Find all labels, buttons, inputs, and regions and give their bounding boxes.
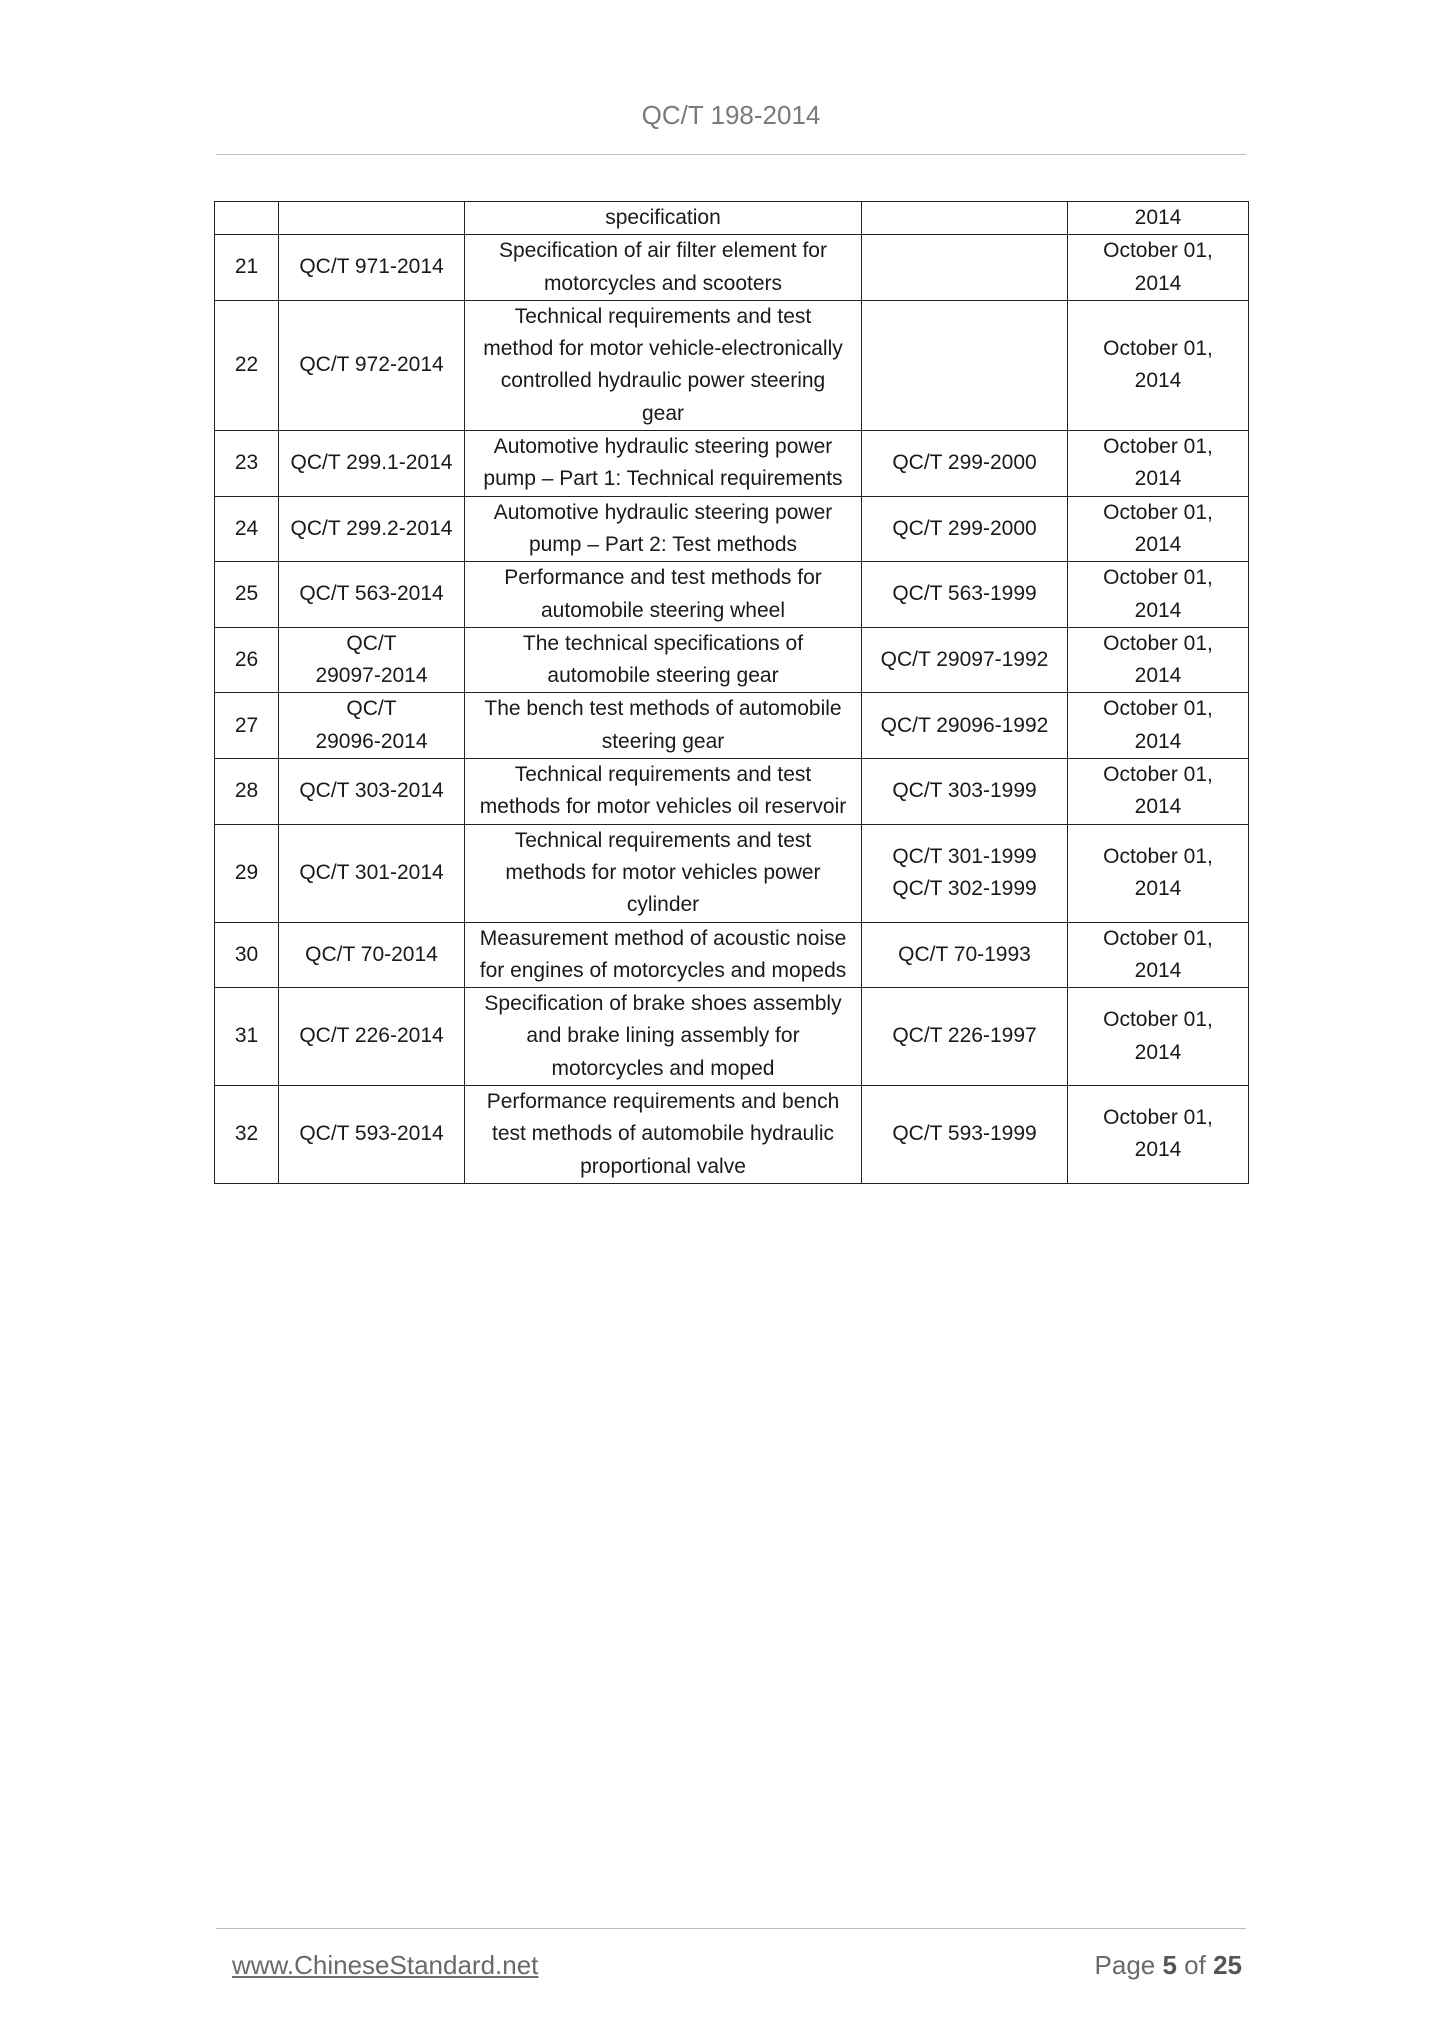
table-row — [215, 693, 1249, 759]
footer-divider — [216, 1928, 1246, 1929]
cell-replaced-standard-text: QC/T 301-1999 QC/T 302-1999 — [892, 844, 1037, 901]
cell-standard-name-text: Technical requirements and test methods for motor vehicles oil reservoir — [479, 763, 847, 819]
cell-replaced-standard — [862, 496, 1068, 562]
cell-implementation-date — [1068, 922, 1249, 988]
cell-number-text: 26 — [234, 648, 259, 671]
cell-standard-code-text: QC/T 301-2014 — [299, 860, 444, 884]
cell-number — [215, 235, 279, 301]
table-row — [215, 496, 1249, 562]
cell-standard-code-text: QC/T 303-2014 — [299, 779, 444, 803]
page-total: 25 — [1213, 1950, 1242, 1980]
cell-standard-name-text: Specification of air filter element for motorcycles and scooters — [499, 239, 827, 295]
cell-number-text: 23 — [234, 451, 259, 475]
cell-number — [215, 496, 279, 562]
cell-standard-name-text: Specification of brake shoes assembly and brake lining assembly for motorcycles and moped — [484, 992, 842, 1080]
cell-standard-code — [279, 824, 465, 922]
cell-implementation-date — [1068, 693, 1249, 759]
cell-implementation-date — [1068, 627, 1249, 693]
cell-replaced-standard-text: QC/T 563-1999 — [892, 582, 1037, 606]
table-row — [215, 824, 1249, 922]
cell-implementation-date-text: October 01, 2014 — [1103, 926, 1213, 982]
cell-standard-code — [279, 431, 465, 497]
cell-standard-name-text: The bench test methods of automobile steering gear — [484, 697, 842, 753]
cell-standard-name-text: Automotive hydraulic steering power pump – Part 2: Test methods — [493, 500, 833, 556]
cell-standard-code — [279, 496, 465, 562]
cell-replaced-standard-text: QC/T 29097-1992 — [880, 648, 1049, 671]
cell-standard-code-text: QC/T 299.1-2014 — [290, 451, 453, 475]
cell-replaced-standard-text: QC/T 226-1997 — [892, 1024, 1037, 1048]
cell-standard-name — [465, 235, 862, 301]
table-row — [215, 202, 1249, 235]
cell-number — [215, 627, 279, 693]
cell-replaced-standard — [862, 300, 1068, 430]
cell-implementation-date-text: October 01, 2014 — [1103, 763, 1213, 819]
cell-replaced-standard — [862, 431, 1068, 497]
table-row — [215, 431, 1249, 497]
cell-standard-name — [465, 300, 862, 430]
cell-implementation-date-text: 2014 — [1134, 206, 1182, 229]
cell-implementation-date-text: October 01, 2014 — [1103, 239, 1213, 295]
cell-standard-code-text: QC/T 299.2-2014 — [290, 516, 453, 540]
cell-standard-code — [279, 1086, 465, 1184]
page-header-title: QC/T 198-2014 — [641, 100, 821, 130]
cell-standard-code — [279, 693, 465, 759]
cell-replaced-standard-text: QC/T 299-2000 — [892, 451, 1037, 475]
cell-standard-name-text: Automotive hydraulic steering power pump – Part 1: Technical requirements — [483, 435, 843, 491]
cell-standard-code — [279, 922, 465, 988]
cell-standard-name-text: The technical specifications of automobile steering gear — [522, 631, 804, 688]
cell-implementation-date — [1068, 300, 1249, 430]
cell-standard-code-text: QC/T 29096-2014 — [315, 697, 428, 753]
cell-number — [215, 988, 279, 1086]
website-link[interactable]: www.ChineseStandard.net — [232, 1950, 539, 1980]
cell-standard-name — [465, 431, 862, 497]
header-divider — [216, 154, 1246, 155]
cell-standard-name-text: Performance and test methods for automobile steering wheel — [504, 566, 822, 622]
page-number — [1095, 1950, 1242, 1981]
cell-number-text: 22 — [234, 353, 259, 377]
cell-replaced-standard-text: QC/T 29096-1992 — [880, 713, 1049, 737]
cell-replaced-standard — [862, 988, 1068, 1086]
cell-implementation-date — [1068, 562, 1249, 628]
cell-implementation-date-text: October 01, 2014 — [1103, 631, 1213, 688]
cell-replaced-standard-text: QC/T 299-2000 — [892, 516, 1037, 540]
cell-standard-name-text: Technical requirements and test method for motor vehicle-electronically controlled hydraulic power steering gear — [483, 304, 843, 425]
cell-standard-code-text: QC/T 972-2014 — [299, 353, 444, 377]
cell-standard-name-text: Performance requirements and bench test methods of automobile hydraulic proportional valve — [486, 1090, 840, 1178]
cell-number — [215, 202, 279, 235]
cell-replaced-standard — [862, 922, 1068, 988]
cell-number — [215, 300, 279, 430]
cell-implementation-date-text: October 01, 2014 — [1103, 337, 1213, 393]
cell-standard-code — [279, 300, 465, 430]
standards-table — [214, 201, 1249, 1184]
cell-number — [215, 431, 279, 497]
cell-number — [215, 1086, 279, 1184]
cell-number-text: 31 — [234, 1024, 259, 1048]
cell-replaced-standard — [862, 627, 1068, 693]
cell-implementation-date-text: October 01, 2014 — [1103, 566, 1213, 622]
cell-replaced-standard — [862, 824, 1068, 922]
cell-implementation-date — [1068, 988, 1249, 1086]
table-row — [215, 1086, 1249, 1184]
cell-standard-name — [465, 627, 862, 693]
cell-standard-code — [279, 235, 465, 301]
cell-number — [215, 562, 279, 628]
table-row — [215, 759, 1249, 825]
table-row — [215, 627, 1249, 693]
table-row — [215, 235, 1249, 301]
cell-replaced-standard-text: QC/T 70-1993 — [898, 942, 1031, 966]
cell-implementation-date — [1068, 202, 1249, 235]
cell-number-text: 25 — [234, 582, 259, 606]
cell-implementation-date — [1068, 759, 1249, 825]
cell-replaced-standard — [862, 759, 1068, 825]
cell-number — [215, 922, 279, 988]
table-row — [215, 988, 1249, 1086]
cell-number-text: 24 — [234, 516, 259, 540]
cell-implementation-date-text: October 01, 2014 — [1103, 500, 1213, 556]
cell-number — [215, 824, 279, 922]
cell-implementation-date — [1068, 496, 1249, 562]
cell-standard-code-text: QC/T 70-2014 — [305, 942, 438, 966]
cell-standard-code-text: QC/T 593-2014 — [299, 1122, 444, 1146]
page-current: 5 — [1162, 1950, 1177, 1980]
cell-standard-name — [465, 824, 862, 922]
cell-number — [215, 759, 279, 825]
cell-implementation-date — [1068, 235, 1249, 301]
cell-standard-name — [465, 922, 862, 988]
cell-standard-code-text: QC/T 563-2014 — [299, 582, 444, 606]
page-of: of — [1176, 1950, 1214, 1980]
cell-standard-code-text: QC/T 971-2014 — [299, 255, 444, 279]
cell-replaced-standard — [862, 562, 1068, 628]
cell-number-text: 32 — [234, 1122, 259, 1146]
cell-standard-name — [465, 759, 862, 825]
cell-number-text: 27 — [234, 713, 259, 737]
cell-replaced-standard-text: QC/T 303-1999 — [892, 779, 1037, 803]
cell-standard-name — [465, 988, 862, 1086]
cell-replaced-standard — [862, 1086, 1068, 1184]
cell-number-text: 21 — [234, 255, 259, 279]
cell-implementation-date-text: October 01, 2014 — [1103, 1008, 1213, 1064]
cell-implementation-date-text: October 01, 2014 — [1103, 435, 1213, 491]
cell-standard-name-text: Technical requirements and test methods for motor vehicles power cylinder — [505, 828, 821, 917]
cell-implementation-date — [1068, 1086, 1249, 1184]
cell-implementation-date — [1068, 824, 1249, 922]
cell-replaced-standard — [862, 235, 1068, 301]
cell-implementation-date — [1068, 431, 1249, 497]
cell-standard-code-text: QC/T 226-2014 — [299, 1024, 444, 1048]
cell-standard-name — [465, 1086, 862, 1184]
cell-number-text: 29 — [234, 860, 259, 884]
cell-standard-name-text: Measurement method of acoustic noise for engines of motorcycles and mopeds — [479, 926, 847, 982]
cell-number-text: 28 — [234, 779, 259, 803]
cell-implementation-date-text: October 01, 2014 — [1103, 1106, 1213, 1162]
cell-standard-code — [279, 759, 465, 825]
cell-standard-code — [279, 562, 465, 628]
cell-standard-name — [465, 562, 862, 628]
standards-table-body — [215, 202, 1249, 1184]
cell-standard-code — [279, 988, 465, 1086]
cell-standard-code — [279, 202, 465, 235]
cell-number-text: 30 — [234, 942, 259, 966]
cell-standard-name — [465, 693, 862, 759]
cell-standard-name — [465, 496, 862, 562]
table-row — [215, 922, 1249, 988]
cell-standard-name-text: specification — [605, 206, 721, 229]
page-prefix: Page — [1094, 1950, 1163, 1980]
cell-standard-code-text: QC/T 29097-2014 — [315, 631, 428, 688]
table-row — [215, 562, 1249, 628]
cell-standard-name — [465, 202, 862, 235]
cell-number — [215, 693, 279, 759]
cell-implementation-date-text: October 01, 2014 — [1103, 844, 1213, 901]
table-row — [215, 300, 1249, 430]
cell-replaced-standard — [862, 693, 1068, 759]
cell-implementation-date-text: October 01, 2014 — [1103, 697, 1213, 753]
cell-standard-code — [279, 627, 465, 693]
cell-replaced-standard-text: QC/T 593-1999 — [892, 1122, 1037, 1146]
cell-replaced-standard — [862, 202, 1068, 235]
